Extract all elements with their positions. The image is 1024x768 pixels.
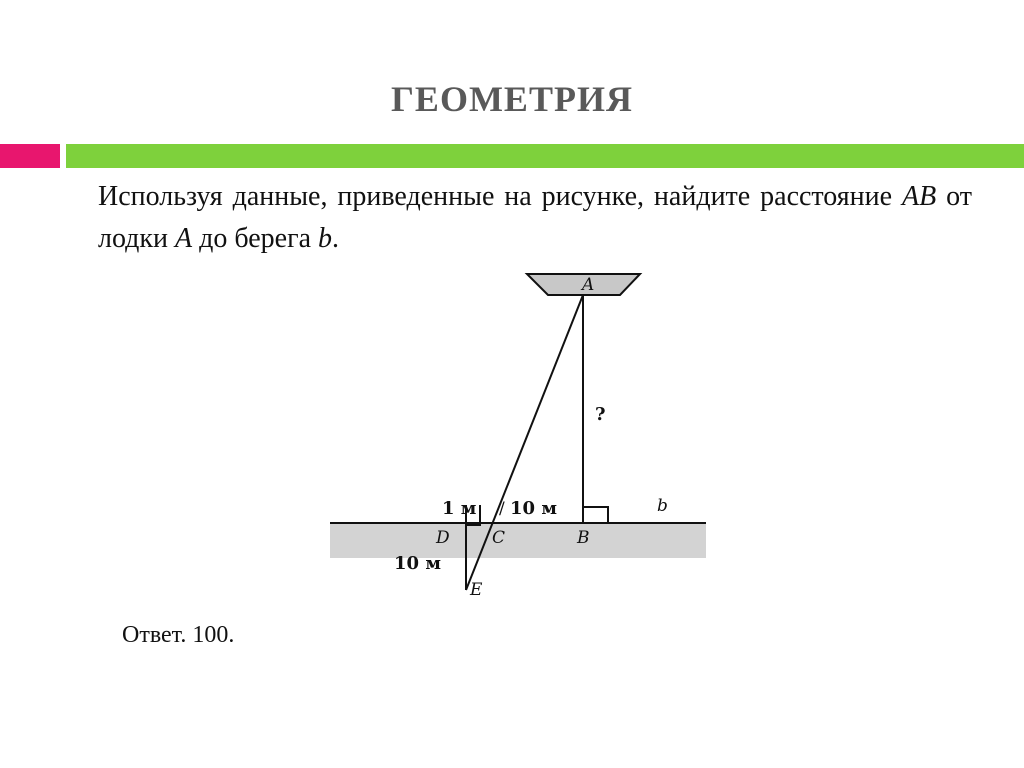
label-separator: / — [499, 499, 505, 519]
label-unknown: ? — [595, 404, 606, 425]
task-text-part2: от лодки — [98, 181, 972, 254]
answer-text: Ответ. 100. — [122, 622, 235, 648]
label-point-c: C — [492, 528, 506, 548]
label-dc-length: 1 м — [442, 498, 477, 519]
label-point-b: B — [577, 528, 590, 548]
accent-bar-pink — [0, 144, 60, 168]
label-point-e: E — [470, 580, 483, 600]
task-text-part4: . — [332, 223, 339, 254]
task-line-b: b — [318, 223, 332, 254]
slide-title: ГЕОМЕТРИЯ — [391, 79, 633, 119]
geometry-figure — [320, 265, 720, 610]
label-cb-length: 10 м — [510, 498, 557, 519]
right-angle-b — [583, 507, 608, 523]
task-text-part3: до берега — [192, 223, 318, 254]
task-text-part1: Используя данные, приведенные на рисунке, найдите расстояние — [98, 181, 902, 212]
geometry-figure-svg — [320, 265, 720, 610]
label-de-length: 10 м — [394, 553, 441, 574]
label-point-d: D — [436, 528, 450, 548]
shore-strip — [330, 523, 706, 558]
label-line-b: b — [657, 496, 668, 516]
accent-bar-green — [66, 144, 1024, 168]
task-segment-ab: AB — [901, 181, 937, 212]
label-point-a: A — [582, 275, 595, 295]
task-text — [98, 176, 972, 260]
task-point-a: A — [175, 223, 193, 254]
